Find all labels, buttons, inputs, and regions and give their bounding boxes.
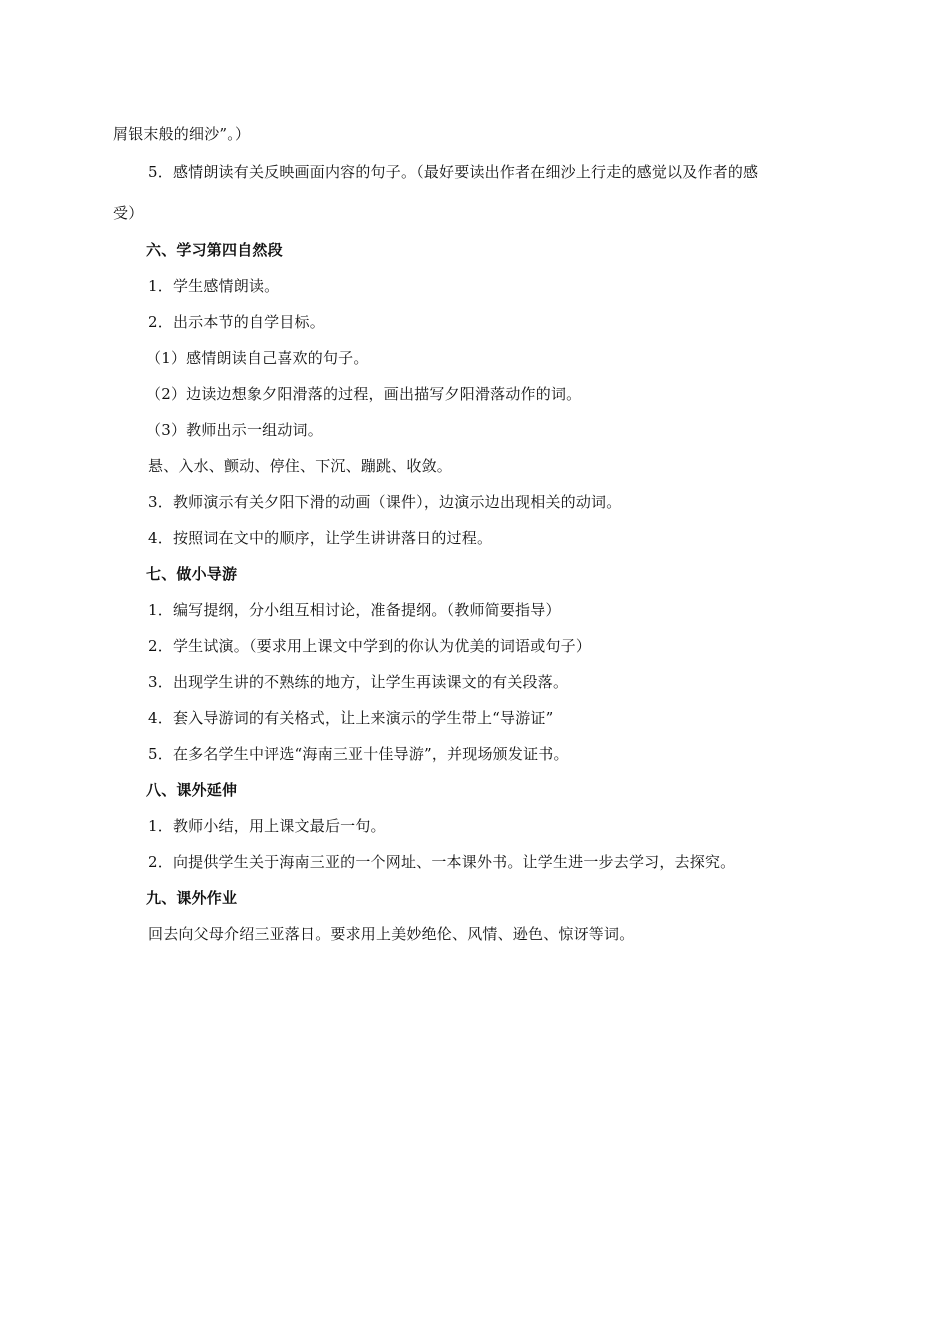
text-line: 1．学生感情朗读。	[148, 277, 280, 295]
text-line-verbs: 悬、入水、颤动、停住、下沉、蹦跳、收敛。	[148, 457, 453, 475]
text-line: 5．在多名学生中评选“海南三亚十佳导游”，并现场颁发证书。	[148, 745, 569, 763]
section-heading-8: 八、课外延伸	[146, 781, 238, 799]
text-line-sub-2: （2）边读边想象夕阳滑落的过程，画出描写夕阳滑落动作的词。	[146, 385, 582, 403]
section-heading-6: 六、学习第四自然段	[146, 241, 283, 259]
text-line-sub-3: （3）教师出示一组动词。	[146, 421, 323, 439]
text-line: 3．出现学生讲的不熟练的地方，让学生再读课文的有关段落。	[148, 673, 569, 691]
text-line: 2．学生试演。（要求用上课文中学到的你认为优美的词语或句子）	[148, 637, 592, 655]
section-heading-9: 九、课外作业	[146, 889, 238, 907]
text-line-continuation: 屑银末般的细沙”。）	[113, 125, 251, 143]
text-line: 2．向提供学生关于海南三亚的一个网址、一本课外书。让学生进一步去学习，去探究。	[148, 853, 736, 871]
text-line: 3．教师演示有关夕阳下滑的动画（课件），边演示边出现相关的动词。	[148, 493, 622, 511]
text-line: 1．编写提纲，分小组互相讨论，准备提纲。（教师简要指导）	[148, 601, 561, 619]
text-line-homework: 回去向父母介绍三亚落日。要求用上美妙绝伦、风情、逊色、惊讶等词。	[148, 925, 635, 943]
text-line: 1．教师小结，用上课文最后一句。	[148, 817, 386, 835]
text-line: 2．出示本节的自学目标。	[148, 313, 325, 331]
section-heading-7: 七、做小导游	[146, 565, 238, 583]
text-line-sub-1: （1）感情朗读自己喜欢的句子。	[146, 349, 369, 367]
text-line-item-5: 5．感情朗读有关反映画面内容的句子。（最好要读出作者在细沙上行走的感觉以及作者的感	[148, 163, 759, 181]
text-line: 4．按照词在文中的顺序，让学生讲讲落日的过程。	[148, 529, 493, 547]
text-line: 4．套入导游词的有关格式，让上来演示的学生带上“导游证”	[148, 709, 554, 727]
text-line-wrap: 受）	[113, 204, 144, 222]
